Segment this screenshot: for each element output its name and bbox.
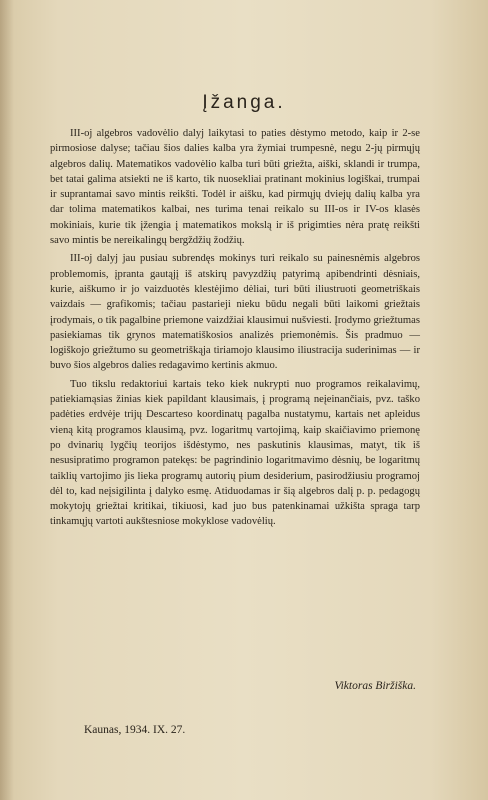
place-date-line: Kaunas, 1934. IX. 27. xyxy=(84,724,186,736)
author-signature: Viktoras Biržiška. xyxy=(334,680,416,692)
paragraph-2: III-oj dalyj jau pusiau subrendęs mokinys turi reikalo su painesnėmis algebros problemomis, įpranta gautąjį iš atskirų pavyzdžių patyrimą apibendrinti dėsniais, kurie, aiškumo ir jo vaizduotės klestėjimo dėliai, turi būti iliustruoti geometriškais vaizdais — grafikomis; tačiau pastarieji nieku būdu negali būti laikomi griežtais įrodymais, o tik pagalbine priemone vaizdžiai klausimui nušviesti. Įrodymo griežtumas pasiekiamas tik grynos matematiškosios analizės priemonėmis. Šis pradmuo — logiškojo griežtumo su geometriškąja tiriamojo klausimo iliustracija suderinimas — ir buvo šios algebros dalies redagavimo kertinis akmuo. xyxy=(50,253,420,372)
paragraph-3: Tuo tikslu redaktoriui kartais teko kiek nukrypti nuo programos reikalavimų, patiekiamąsias žinias kiek papildant klausimais, į programą neįeinančiais, pvz. taško padėties erdvėje trijų Descarteso koordinatų pagalba nustatymu, kartais net apleidus vieną kitą programos klausimą, pvz. logaritmų vartojimą, kaip skaičiavimo priemonę po dvinarių lygčių teorijos išdėstymo, nes paskutinis klausimas, matyt, tik iš nesusipratimo programon patekęs: be pagrindinio logaritmavimo dėsnių, be logaritmų taiklių vartojimo jis lieka programų autorių pium desiderium, pasirodžiusiu programoj dėl to, kad neįsigilinta į dalyko esmę. Atiduodamas ir šią algebros dalį p. p. pedagogų mokytojų griežtai kritikai, tikiuosi, kad juo bus patenkinamai užkišta spraga tarp tinkamųjų vartoti aukštesniose mokyklose vadovėlių. xyxy=(50,378,420,528)
body-text xyxy=(50,126,420,533)
page-title: Įžanga. xyxy=(202,92,286,113)
paragraph-1: III-oj algebros vadovėlio dalyj laikytasi to paties dėstymo metodo, kaip ir 2-se pirmosiose dalyse; tačiau šios dalies kalba yra žymiai trumpesnė, negu 2-jų pirmųjų algebros dalių. Matematikos vadovėlio kalba turi būti griežta, aiški, sklandi ir trumpa, bet tatai galima atsiekti ne iš karto, tik nuosekliai pratinant mokinius logiškai, trumpai ir suprantamai savo mintis reikšti. Todėl ir aišku, kad pirmųjų dviejų dalių kalba yra dar tolima matematikos kalbai, nes turima tenai reikalo su III-os ir IV-os klasės mokiniais, kurie tik įžengia į matematikos mokslą ir iš prigimties nėra pratę reikšti savo mintis be nereikalingų bergždžių žodžių. xyxy=(50,128,420,247)
